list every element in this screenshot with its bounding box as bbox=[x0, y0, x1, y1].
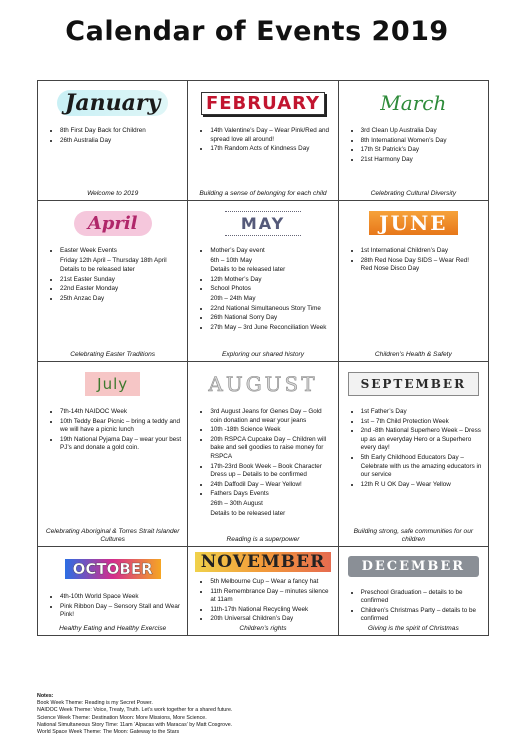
event-list bbox=[38, 247, 187, 351]
month-cell-august bbox=[188, 362, 338, 547]
event-item: • 1st Father’s Day bbox=[361, 408, 482, 417]
event-list bbox=[188, 408, 337, 536]
month-banner-february bbox=[188, 85, 337, 121]
event-list bbox=[339, 127, 488, 190]
month-banner-may bbox=[188, 205, 337, 241]
month-theme: Children’s Health & Safety bbox=[374, 351, 452, 358]
month-theme: Building strong, safe communities for our children bbox=[353, 528, 474, 543]
notes-line: World Space Week Theme: The Moon: Gateway to the Stars bbox=[37, 729, 180, 736]
page-title: Calendar of Events 2019 bbox=[65, 16, 449, 47]
month-theme: Welcome to 2019 bbox=[87, 190, 139, 197]
event-item: • 22nd National Simultaneous Story Time bbox=[210, 305, 331, 314]
event-item: 26th – 30th August bbox=[210, 499, 263, 507]
event-list bbox=[38, 593, 187, 625]
event-item: • 17th Random Acts of Kindness Day bbox=[210, 145, 331, 154]
month-cell-november bbox=[188, 547, 338, 636]
month-banner-september bbox=[339, 366, 488, 402]
month-banner-april bbox=[38, 205, 187, 241]
event-item: • 4th-10th World Space Week bbox=[60, 593, 181, 602]
event-item: • 1st International Children’s Day bbox=[361, 247, 482, 256]
event-item: • 20th Universal Children’s Day bbox=[210, 615, 331, 624]
month-title-march: March bbox=[380, 91, 447, 115]
month-title-april: April bbox=[74, 211, 152, 236]
event-item: • 19th National Pyjama Day – wear your best PJ’s and donate a gold coin. bbox=[60, 436, 181, 453]
event-list bbox=[188, 127, 337, 190]
event-list bbox=[188, 578, 337, 625]
event-item: Details to be released later bbox=[60, 266, 135, 274]
event-item: • 11th Remembrance Day – minutes silence at 11am bbox=[210, 588, 331, 605]
event-list bbox=[339, 589, 488, 625]
notes-line: NAIDOC Week Theme: Voice, Treaty, Truth. Let’s work together for a shared future. bbox=[37, 707, 233, 714]
event-item: • 3rd August Jeans for Genes Day – Gold coin donation and wear your jeans bbox=[210, 408, 331, 425]
month-title-february: FEBRUARY bbox=[201, 92, 325, 115]
month-title-january: January bbox=[57, 90, 168, 116]
event-item: • 21st Easter Sunday bbox=[60, 276, 181, 285]
month-theme: Children’s rights bbox=[239, 625, 287, 632]
event-item: • 5th Melbourne Cup – Wear a fancy hat bbox=[210, 578, 331, 587]
event-item: • 5th Early Childhood Educators Day – Celebrate with us the amazing educators in our service bbox=[361, 454, 482, 480]
event-item: • 8th International Women’s Day bbox=[361, 137, 482, 146]
month-cell-january bbox=[38, 81, 188, 201]
event-item: 20th – 24th May bbox=[210, 294, 256, 302]
month-cell-february bbox=[188, 81, 338, 201]
event-item: • 26th National Sorry Day bbox=[210, 314, 331, 323]
event-item: Friday 12th April – Thursday 18th April bbox=[60, 256, 167, 264]
event-item: • Preschool Graduation – details to be confirmed bbox=[361, 589, 482, 606]
event-item: • 8th First Day Back for Children bbox=[60, 127, 181, 136]
event-item: • 17th-23rd Book Week – Book Character Dress up – Details to be confirmed bbox=[210, 463, 331, 480]
month-theme: Giving is the spirit of Christmas bbox=[367, 625, 459, 632]
month-cell-july bbox=[38, 362, 188, 547]
month-banner-july bbox=[38, 366, 187, 402]
event-item: • 25th Anzac Day bbox=[60, 295, 181, 304]
event-item: • 12th Mother’s Day bbox=[210, 276, 331, 285]
event-list bbox=[339, 247, 488, 351]
event-item: • 24th Daffodil Day – Wear Yellow! bbox=[210, 481, 331, 490]
event-item: • School Photos bbox=[210, 285, 331, 294]
month-title-july: July bbox=[85, 372, 140, 396]
month-banner-march bbox=[339, 85, 488, 121]
month-cell-march bbox=[338, 81, 488, 201]
event-item: • 21st Harmony Day bbox=[361, 156, 482, 165]
event-item: • Fathers Days Events bbox=[210, 490, 331, 499]
month-banner-october bbox=[38, 551, 187, 587]
month-banner-january bbox=[38, 85, 187, 121]
month-cell-april bbox=[38, 201, 188, 362]
event-item: • 10th -18th Science Week bbox=[210, 426, 331, 435]
month-cell-october bbox=[38, 547, 188, 636]
event-item: • 7th-14th NAIDOC Week bbox=[60, 408, 181, 417]
event-item: • 27th May – 3rd June Reconciliation Week bbox=[210, 324, 331, 333]
month-banner-november bbox=[188, 551, 337, 572]
event-item: • 10th Teddy Bear Picnic – bring a teddy and we will have a picnic lunch bbox=[60, 418, 181, 435]
notes-section bbox=[37, 693, 232, 736]
event-item: • 14th Valentine’s Day – Wear Pink/Red and spread love all around! bbox=[210, 127, 331, 144]
month-title-may: MAY bbox=[225, 211, 301, 236]
month-theme: Reading is a superpower bbox=[226, 536, 300, 543]
event-list bbox=[38, 127, 187, 190]
month-title-october: OCTOBER bbox=[65, 559, 161, 579]
notes-heading: Notes: bbox=[37, 693, 54, 699]
event-list bbox=[339, 408, 488, 528]
event-list bbox=[188, 247, 337, 351]
event-item: • 2nd -8th National Superhero Week – Dress up as an everyday Hero or a Superhero every day! bbox=[361, 427, 482, 453]
event-list bbox=[38, 408, 187, 528]
month-banner-june bbox=[339, 205, 488, 241]
month-title-august: AUGUST bbox=[208, 372, 318, 396]
month-theme: Celebrating Easter Traditions bbox=[70, 351, 156, 358]
event-item: • Pink Ribbon Day – Sensory Stall and Wear Pink! bbox=[60, 603, 181, 620]
month-cell-september bbox=[338, 362, 488, 547]
event-item: • 11th-17th National Recycling Week bbox=[210, 606, 331, 615]
month-title-september: SEPTEMBER bbox=[348, 372, 479, 396]
calendar-table bbox=[37, 80, 489, 636]
month-title-december: DECEMBER bbox=[348, 556, 480, 577]
month-cell-december bbox=[338, 547, 488, 636]
notes-line: Book Week Theme: Reading is my Secret Power. bbox=[37, 700, 153, 707]
event-item: • 1st – 7th Child Protection Week bbox=[361, 418, 482, 427]
month-theme: Celebrating Aboriginal & Torres Strait Islander Cultures bbox=[45, 528, 180, 543]
event-item: • 20th RSPCA Cupcake Day – Children will bake and sell goodies to raise money for RSPCA bbox=[210, 436, 331, 462]
event-item: 6th – 10th May bbox=[210, 256, 252, 264]
event-item: • Easter Week Events bbox=[60, 247, 181, 256]
event-item: • Children’s Christmas Party – details to be confirmed bbox=[361, 607, 482, 624]
event-item: • 26th Australia Day bbox=[60, 137, 181, 146]
month-banner-december bbox=[339, 551, 488, 583]
event-item: • 17th St Patrick’s Day bbox=[361, 146, 482, 155]
month-banner-august bbox=[188, 366, 337, 402]
month-theme: Exploring our shared history bbox=[221, 351, 305, 358]
event-item: • Mother’s Day event bbox=[210, 247, 331, 256]
event-item: • 12th R U OK Day – Wear Yellow bbox=[361, 481, 482, 490]
month-theme: Building a sense of belonging for each child bbox=[199, 190, 327, 197]
event-item: • 28th Red Nose Day SIDS – Wear Red! Red Nose Disco Day bbox=[361, 257, 482, 274]
month-title-june: JUNE bbox=[369, 211, 457, 235]
event-item: • 22nd Easter Monday bbox=[60, 285, 181, 294]
event-item: • 3rd Clean Up Australia Day bbox=[361, 127, 482, 136]
event-item: Details to be released later bbox=[210, 266, 286, 274]
month-cell-may bbox=[188, 201, 338, 362]
notes-line: Science Week Theme: Destination Moon: More Missions, More Science. bbox=[37, 714, 207, 721]
month-theme: Celebrating Cultural Diversity bbox=[370, 190, 457, 197]
month-theme: Healthy Eating and Healthy Exercise bbox=[59, 625, 167, 632]
month-title-november: NOVEMBER bbox=[195, 552, 331, 572]
event-item: Details to be released later bbox=[210, 509, 286, 517]
month-cell-june bbox=[338, 201, 488, 362]
notes-line: National Simultaneous Story Time: 11am ‘Alpacas with Maracas’ by Matt Cosgrove. bbox=[37, 721, 233, 728]
